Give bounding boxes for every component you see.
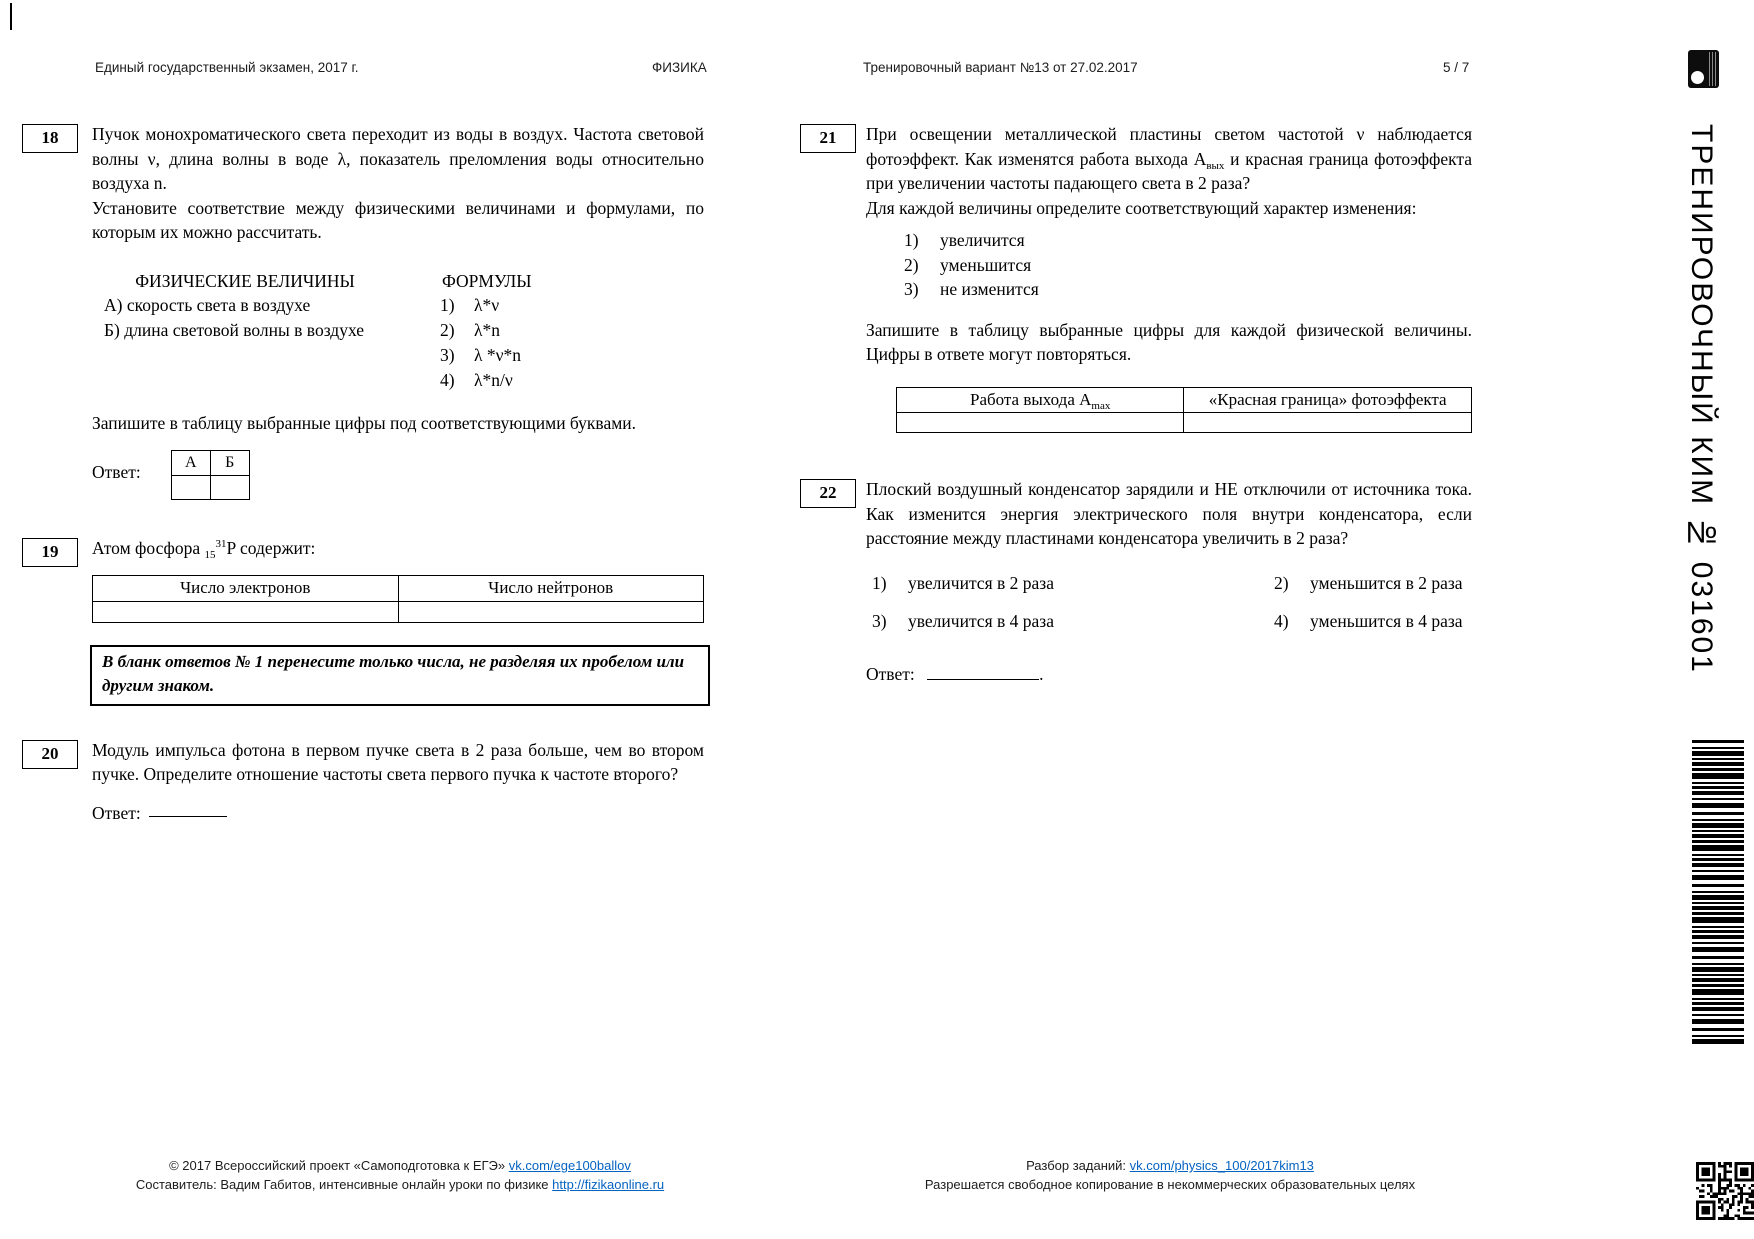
option-text: увеличится в 2 раза: [908, 572, 1054, 593]
footer-review-line: [880, 1156, 1460, 1175]
option-text: увеличится в 4 раза: [908, 611, 1054, 631]
option-text: уменьшится: [940, 254, 1032, 275]
question-22-number: 22: [800, 479, 856, 508]
option-label: 2): [904, 254, 919, 275]
answer-blank: [149, 801, 227, 817]
option-item: [904, 277, 1472, 302]
formula-label: 1): [440, 295, 455, 315]
right-column: [800, 122, 1492, 686]
question-20-answer: [92, 801, 704, 826]
quantities-column: [92, 269, 428, 394]
formula-text: λ*n/ν: [474, 370, 513, 390]
electrons-neutrons-table: [92, 575, 704, 623]
option-label: 3): [872, 611, 887, 631]
formulas-column: [428, 269, 532, 394]
footer-license-line: Разрешается свободное копирование в некоммерческих образовательных целях: [924, 1177, 1416, 1192]
quantity-item: [92, 293, 428, 318]
formula-label: 4): [440, 370, 455, 390]
question-19-number: 19: [22, 538, 78, 567]
option-text: уменьшится в 2 раза: [1310, 572, 1463, 593]
work-function-header-text: Работа выхода A: [970, 389, 1092, 409]
formula-item: [428, 343, 532, 368]
nuclide-symbol: P: [226, 538, 236, 558]
red-border-header: «Красная граница» фотоэффекта: [1184, 387, 1472, 413]
answer-period: .: [1039, 663, 1044, 684]
question-22-answer: [866, 662, 1472, 687]
question-22-options: [866, 571, 1472, 634]
vk-ege100ballov-link[interactable]: vk.com/ege100ballov: [508, 1158, 631, 1173]
neutrons-header: Число нейтронов: [398, 575, 704, 601]
option-item: [872, 571, 1274, 596]
answer-blank: [927, 664, 1039, 680]
option-item: [872, 609, 1274, 634]
answer-col-a: А: [171, 450, 210, 476]
work-function-header: [897, 387, 1184, 413]
header-exam-title: Единый государственный экзамен, 2017 г.: [95, 60, 359, 75]
quantities-header: ФИЗИЧЕСКИЕ ВЕЛИЧИНЫ: [135, 270, 355, 291]
answer-label: Ответ:: [92, 802, 141, 823]
question-21: [800, 122, 1492, 433]
formula-text: λ*n: [474, 320, 500, 340]
change-options-list: [866, 228, 1472, 302]
option-item: [1274, 571, 1472, 596]
question-22: [800, 477, 1492, 686]
formula-item: [428, 318, 532, 343]
left-column: [22, 122, 722, 825]
q21-text-a: При освещении металлической пластины светом частотой ν наблюдается фотоэффект. Как изменятся работа выхода A: [866, 124, 1472, 169]
header-variant: Тренировочный вариант №13 от 27.02.2017: [863, 60, 1138, 75]
option-item: [904, 228, 1472, 253]
barcode: [1692, 740, 1744, 1046]
quantity-text: длина световой волны в воздухе: [124, 320, 365, 340]
option-text: уменьшится в 4 раза: [1310, 611, 1463, 631]
answer-label: Ответ:: [92, 461, 141, 482]
question-18-text-1: Пучок монохроматического света переходит из воды в воздух. Частота световой волны ν, длина волны в воде λ, показатель преломления воды относительно воздуха n.: [92, 124, 704, 193]
option-item: [904, 253, 1472, 278]
formulas-header: ФОРМУЛЫ: [442, 270, 532, 291]
question-18-instruction: Запишите в таблицу выбранные цифры под соответствующими буквами.: [92, 413, 637, 433]
vk-physics-link[interactable]: vk.com/physics_100/2017kim13: [1129, 1158, 1314, 1173]
question-18: [22, 122, 722, 500]
question-21-instruction: Запишите в таблицу выбранные цифры для каждой физической величины. Цифры в ответе могут повторяться.: [866, 319, 1472, 364]
fizikaonline-link[interactable]: http://fizikaonline.ru: [552, 1177, 665, 1192]
answer-col-b: Б: [210, 450, 249, 476]
question-18-answer: [92, 450, 704, 501]
q21-text-b: и красная граница фотоэффекта при увеличении частоты падающего света в 2 раза?: [866, 148, 1472, 193]
footer-review-text: Разбор заданий:: [1026, 1158, 1130, 1173]
answer-sheet-note: В бланк ответов № 1 перенесите только числа, не разделяя их пробелом или другим знаком.: [90, 645, 710, 706]
question-20: [22, 738, 722, 826]
footer-author-text: Составитель: Вадим Габитов, интенсивные онлайн уроки по физике: [135, 1177, 553, 1192]
match-columns: [92, 269, 704, 394]
neutrons-cell: [398, 601, 704, 622]
question-20-text: Модуль импульса фотона в первом пучке света в 2 раза больше, чем во втором пучке. Определите отношение частоты света первого пучка к частоте второго?: [92, 739, 704, 784]
answer-table-ab: [171, 450, 250, 501]
question-19-text: [92, 536, 704, 561]
quantity-label: Б): [104, 320, 120, 340]
question-21-number: 21: [800, 124, 856, 153]
ege100ballov-logo: [1688, 50, 1719, 88]
question-21-text-2: Для каждой величины определите соответствующий характер изменения:: [866, 197, 1417, 218]
nuclide-mass-sub: 15: [204, 549, 216, 561]
footer-copyright-line: [90, 1156, 710, 1175]
option-label: 4): [1274, 611, 1289, 631]
option-item: [1274, 609, 1472, 634]
header-page-number: 5 / 7: [1443, 60, 1470, 75]
photo-effect-table: [896, 387, 1472, 434]
option-text: увеличится: [940, 230, 1025, 250]
footer-right: [880, 1156, 1460, 1194]
footer-author-line: [90, 1175, 710, 1194]
question-19: [22, 536, 722, 706]
q19-text-prefix: Атом фосфора: [92, 538, 201, 558]
option-label: 1): [904, 230, 919, 250]
option-label: 2): [1274, 572, 1289, 593]
question-20-number: 20: [22, 740, 78, 769]
q19-text-suffix: содержит:: [240, 538, 316, 558]
answer-cell-b: [210, 476, 249, 500]
formula-text: λ *ν*n: [474, 345, 522, 365]
formula-label: 2): [440, 320, 455, 340]
option-label: 3): [904, 279, 919, 299]
formula-text: λ*ν: [474, 295, 500, 315]
question-18-number: 18: [22, 124, 78, 153]
quantity-label: А): [104, 295, 123, 315]
footer-copyright-text: © 2017 Всероссийский проект «Самоподготовка к ЕГЭ»: [169, 1158, 509, 1173]
work-function-header-sub: max: [1091, 399, 1111, 412]
qr-code: [1696, 1162, 1754, 1220]
formula-item: [428, 368, 532, 393]
question-21-text: [866, 122, 1472, 196]
quantity-item: [92, 318, 428, 343]
crop-mark: [10, 3, 12, 30]
header-subject: ФИЗИКА: [652, 60, 707, 75]
electrons-cell: [93, 601, 399, 622]
answer-cell-a: [171, 476, 210, 500]
footer-left: [90, 1156, 710, 1194]
work-function-sub: вых: [1206, 159, 1225, 172]
formula-label: 3): [440, 345, 455, 365]
kim-vertical-label: ТРЕНИРОВОЧНЫЙ КИМ № 031601: [1685, 124, 1718, 674]
answer-label: Ответ:: [866, 663, 915, 684]
formula-item: [428, 293, 532, 318]
electrons-header: Число электронов: [93, 575, 399, 601]
option-label: 1): [872, 572, 887, 593]
quantity-text: скорость света в воздухе: [126, 295, 311, 315]
work-function-cell: [897, 413, 1184, 433]
nuclide-mass-sup: 31: [215, 538, 227, 550]
question-18-text-2: Установите соответствие между физическими величинами и формулами, по которым их можно рассчитать.: [92, 197, 704, 242]
red-border-cell: [1184, 413, 1472, 433]
question-22-text: Плоский воздушный конденсатор зарядили и НЕ отключили от источника тока. Как изменится энергия электрического поля внутри конденсатора, если расстояние между пластинами конденсатора увеличить в 2 раза?: [866, 479, 1472, 548]
option-text: не изменится: [940, 279, 1039, 299]
